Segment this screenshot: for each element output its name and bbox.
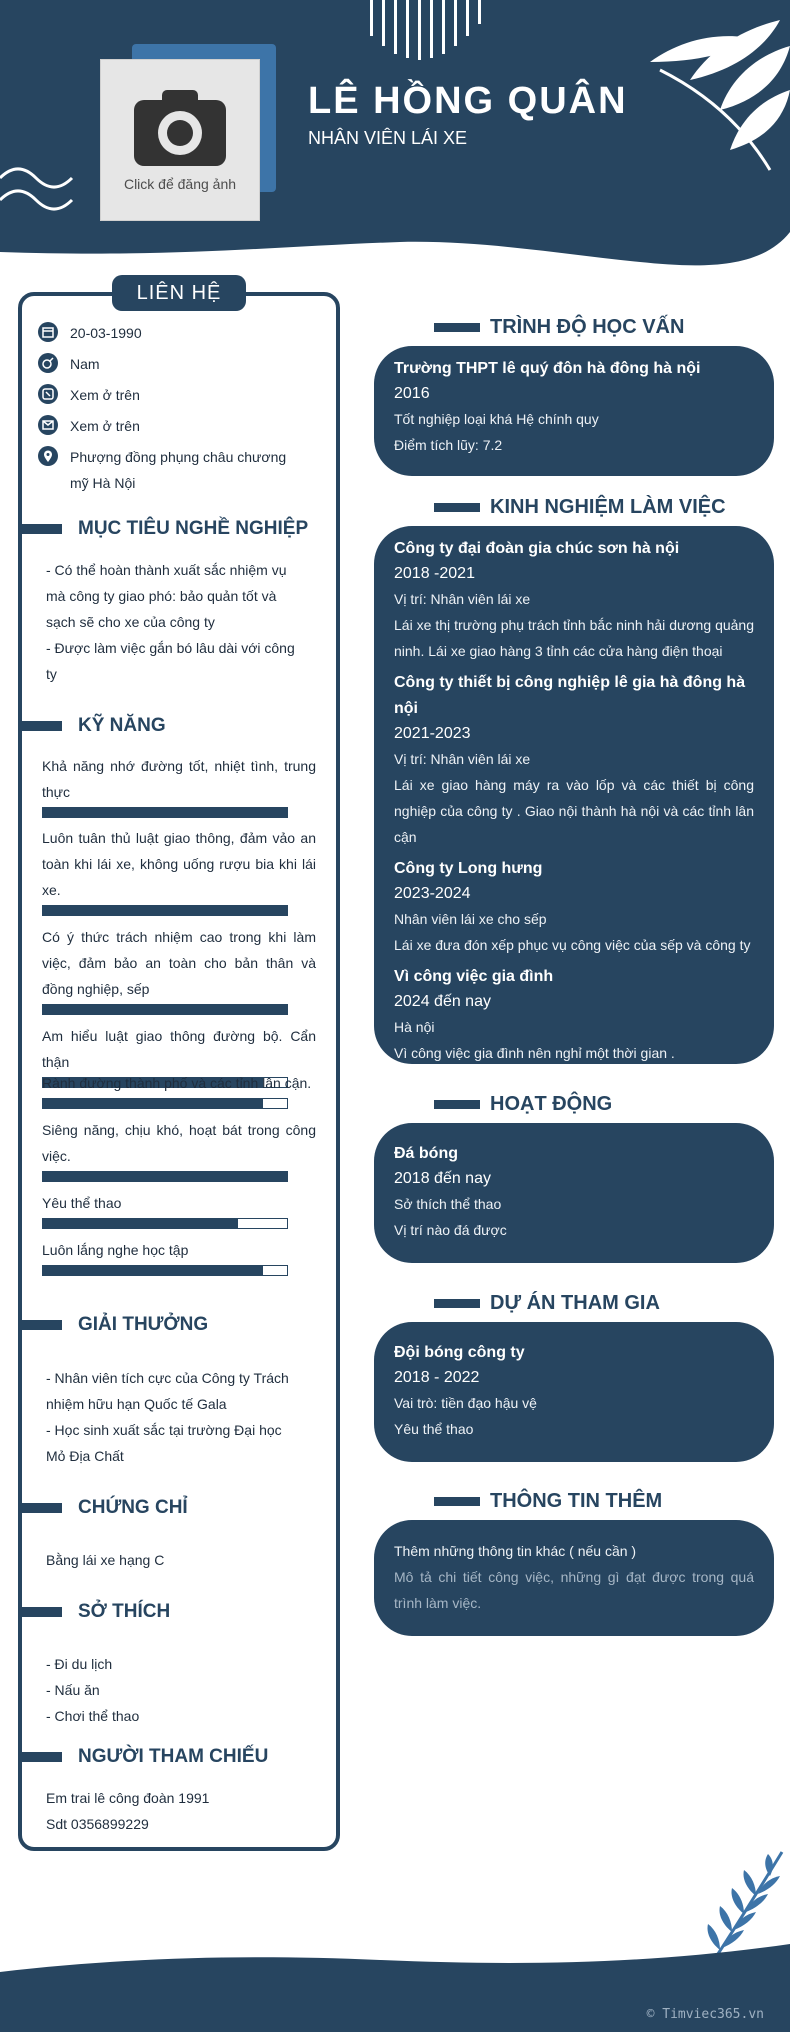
contact-email: Xem ở trên <box>38 413 308 439</box>
skill-level-fill <box>43 1266 263 1275</box>
more-info-placeholder: Mô tả chi tiết công việc, những gì đạt được trong quá trình làm việc. <box>394 1569 754 1611</box>
education-card <box>374 346 774 476</box>
experience-heading: KINH NGHIỆM LÀM VIỆC <box>434 496 726 519</box>
certificates-heading: CHỨNG CHỈ <box>20 1497 188 1519</box>
certificate-line-1: Bằng lái xe hạng C <box>46 1552 165 1568</box>
skill-level-bar <box>42 1265 288 1276</box>
skill-level-fill <box>43 1172 287 1181</box>
skill-item <box>42 1070 316 1109</box>
email-icon <box>38 415 58 435</box>
skill-item <box>42 1190 316 1229</box>
skill-level-fill <box>43 906 287 915</box>
skill-level-bar <box>42 1171 288 1182</box>
experience-entry: Công ty thiết bị công nghiệp lê gia hà đông hà nội 2021-2023 Vị trí: Nhân viên lái xe Lái xe giao hàng máy ra vào lốp và các thiết bị công nghiệp của công ty . Giao nội thành hà nội và các tỉnh lân cận <box>394 674 754 845</box>
award-line-2: - Học sinh xuất sắc tại trường Đại học Mỏ Địa Chất <box>46 1422 282 1464</box>
contact-birthday: 20-03-1990 <box>38 320 308 346</box>
hobby-line-1: - Đi du lịch <box>46 1656 113 1672</box>
award-line-1: - Nhân viên tích cực của Công ty Trách nhiệm hữu hạn Quốc tế Gala <box>46 1370 289 1412</box>
project-entry: Đội bóng công ty 2018 - 2022 Vai trò: tiền đạo hậu vệ Yêu thể thao <box>394 1344 537 1437</box>
skill-text: Luôn lắng nghe học tập <box>42 1242 189 1258</box>
contact-gender: Nam <box>38 351 308 377</box>
more-info-prompt: Thêm những thông tin khác ( nếu cần ) <box>394 1543 637 1559</box>
contact-heading: LIÊN HỆ <box>112 275 246 311</box>
header-banner <box>0 0 790 272</box>
skill-level-bar <box>42 1004 288 1015</box>
education-entry: Trường THPT lê quý đôn hà đông hà nội 2016 Tốt nghiệp loại khá Hệ chính quy Điểm tích lũy: 7.2 <box>394 360 701 453</box>
skill-level-fill <box>43 1005 287 1014</box>
experience-card <box>374 526 774 1064</box>
hobbies-heading: SỞ THÍCH <box>20 1601 170 1623</box>
contact-address: Phượng đồng phụng châu chương mỹ Hà Nội <box>38 444 308 496</box>
skill-text: Siêng năng, chịu khó, hoạt bát trong công việc. <box>42 1122 316 1164</box>
skill-text: Luôn tuân thủ luật giao thông, đảm vảo an toàn khi lái xe, không uống rượu bia khi lái xe. <box>42 830 316 898</box>
projects-heading: DỰ ÁN THAM GIA <box>434 1292 660 1315</box>
skill-item <box>42 1117 316 1182</box>
hobby-line-2: - Nấu ăn <box>46 1682 100 1698</box>
experience-entry: Công ty Long hưng 2023-2024 Nhân viên lái xe cho sếp Lái xe đưa đón xếp phục vụ công việc của sếp và công ty <box>394 860 751 953</box>
location-icon <box>38 446 58 466</box>
camera-icon <box>132 88 228 168</box>
avatar-upload[interactable] <box>100 59 260 221</box>
experience-entry: Công ty đại đoàn gia chúc sơn hà nội 2018 -2021 Vị trí: Nhân viên lái xe Lái xe thị trường phụ trách tỉnh bắc ninh hải dương quảng ninh. Lái xe giao hàng 3 tỉnh các cửa hàng điện thoại <box>394 540 754 659</box>
skill-level-fill <box>43 1219 238 1228</box>
skills-heading: KỸ NĂNG <box>20 715 166 737</box>
more-info-heading: THÔNG TIN THÊM <box>434 1490 662 1513</box>
skill-level-bar <box>42 1218 288 1229</box>
skill-text: Yêu thể thao <box>42 1195 122 1211</box>
skill-item <box>42 924 316 1015</box>
footer-credit: © Timviec365.vn <box>646 2007 764 2022</box>
skill-item <box>42 753 316 818</box>
education-heading: TRÌNH ĐỘ HỌC VẤN <box>434 316 684 339</box>
activity-entry: Đá bóng 2018 đến nay Sở thích thể thao Vị trí nào đá được <box>394 1145 507 1238</box>
reference-line-1: Em trai lê công đoàn 1991 <box>46 1790 210 1806</box>
activities-card <box>374 1123 774 1263</box>
skill-item <box>42 1237 316 1276</box>
skill-level-bar <box>42 905 288 916</box>
skill-level-fill <box>43 1099 263 1108</box>
candidate-job-title: NHÂN VIÊN LÁI XE <box>308 128 468 148</box>
more-info-card <box>374 1520 774 1636</box>
gender-icon <box>38 353 58 373</box>
photo-caption: Click để đăng ảnh <box>123 176 237 192</box>
footer-band <box>0 1940 790 2032</box>
candidate-name: LÊ HỒNG QUÂN <box>308 80 628 122</box>
career-goal-line-2: - Được làm việc gắn bó lâu dài với công ty <box>46 640 295 682</box>
skill-text: Am hiểu luật giao thông đường bộ. Cẩn thận <box>42 1028 316 1070</box>
skill-level-bar <box>42 1098 288 1109</box>
career-goal-line-1: - Có thể hoàn thành xuất sắc nhiệm vụ mà công ty giao phó: bảo quản tốt và sạch sẽ cho xe của công ty <box>46 562 287 630</box>
contact-phone: Xem ở trên <box>38 382 308 408</box>
awards-heading: GIẢI THƯỞNG <box>20 1314 208 1336</box>
skill-text: Có ý thức trách nhiệm cao trong khi làm việc, đảm bảo an toàn cho bản thân và đồng nghiệp, sếp <box>42 929 316 997</box>
references-heading: NGƯỜI THAM CHIẾU <box>20 1746 268 1768</box>
activities-heading: HOẠT ĐỘNG <box>434 1093 612 1116</box>
calendar-icon <box>38 322 58 342</box>
projects-card <box>374 1322 774 1462</box>
experience-entry: Vì công việc gia đình 2024 đến nay Hà nội Vì công việc gia đình nên nghỉ một thời gian . <box>394 968 675 1061</box>
skill-text: Khả năng nhớ đường tốt, nhiệt tình, trung thực <box>42 758 316 800</box>
phone-icon <box>38 384 58 404</box>
skill-level-bar <box>42 807 288 818</box>
skill-text: Rành đường thành phố và các tỉnh lân cận. <box>42 1075 312 1091</box>
skill-level-fill <box>43 808 287 817</box>
career-goal-heading: MỤC TIÊU NGHỀ NGHIỆP <box>20 518 308 540</box>
hobby-line-3: - Chơi thể thao <box>46 1708 140 1724</box>
skill-item <box>42 825 316 916</box>
reference-line-2: Sdt 0356899229 <box>46 1816 149 1832</box>
